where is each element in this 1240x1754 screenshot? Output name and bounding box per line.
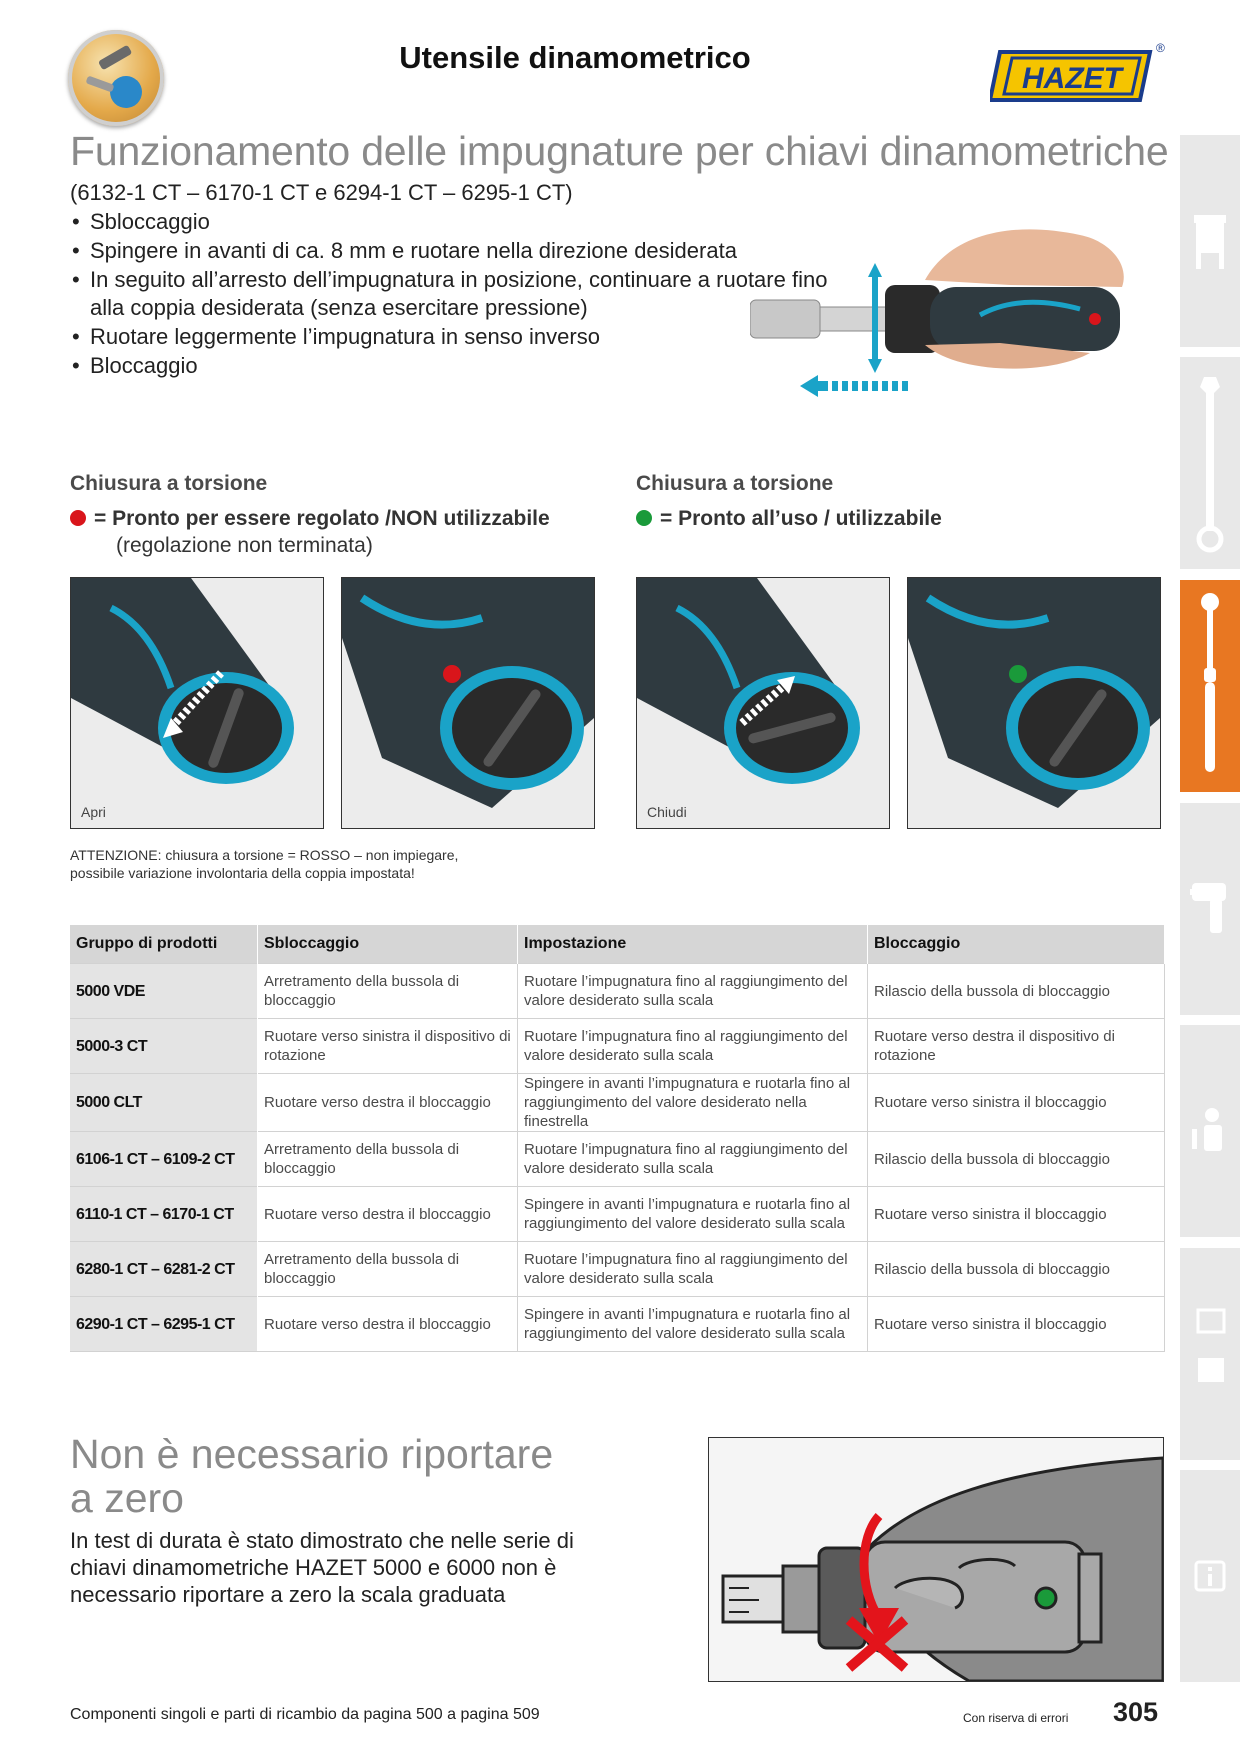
lock-cell: Ruotare verso destra il dispositivo di rotazione	[868, 1019, 1165, 1074]
side-tab-power-tools[interactable]	[1180, 803, 1240, 1015]
photo-caption-close: Chiudi	[647, 804, 687, 820]
no-zero-illustration	[708, 1437, 1164, 1682]
side-tab-wrenches[interactable]	[1180, 357, 1240, 569]
table-row	[70, 1187, 1165, 1242]
lock-cell: Rilascio della bussola di bloccaggio	[868, 1132, 1165, 1187]
drill-icon	[1190, 803, 1230, 1015]
unlock-cell: Ruotare verso sinistra il dispositivo di rotazione	[258, 1019, 518, 1074]
footer-spare-parts-note: Componenti singoli e parti di ricambio da pagina 500 a pagina 509	[70, 1706, 540, 1723]
side-tab-workbench[interactable]	[1180, 135, 1240, 347]
info-icon	[1190, 1470, 1230, 1682]
product-group-cell: 5000 VDE	[70, 964, 258, 1019]
unlock-cell: Ruotare verso destra il bloccaggio	[258, 1297, 518, 1352]
photo-caption-open: Apri	[81, 804, 106, 820]
setting-cell: Ruotare l’impugnatura fino al raggiungimento del valore desiderato sulla scala	[518, 1132, 868, 1187]
setting-cell: Spingere in avanti l’impugnatura e ruotarla fino al raggiungimento del valore desiderato sulla scala	[518, 1187, 868, 1242]
lock-title-right: Chiusura a torsione	[636, 472, 834, 495]
lock-state-green: = Pronto all’uso / utilizzabile	[636, 507, 942, 531]
green-status-dot	[636, 510, 652, 526]
lock-cell: Ruotare verso sinistra il bloccaggio	[868, 1297, 1165, 1352]
torque-wrench-grip-photo	[750, 225, 1170, 400]
instruction-list	[70, 208, 830, 381]
lock-title-left: Chiusura a torsione	[70, 472, 268, 495]
unlock-cell: Ruotare verso destra il bloccaggio	[258, 1074, 518, 1132]
instruction-item: • Bloccaggio	[70, 352, 830, 380]
product-group-cell: 5000 CLT	[70, 1074, 258, 1132]
table-row	[70, 964, 1165, 1019]
truck-lift-icon	[1190, 1248, 1230, 1460]
red-status-dot	[70, 510, 86, 526]
wrench-icon	[1190, 357, 1230, 569]
side-tab-workshop[interactable]	[1180, 1025, 1240, 1237]
table-header: Sbloccaggio	[258, 925, 518, 964]
setting-cell: Ruotare l’impugnatura fino al raggiungimento del valore desiderato sulla scala	[518, 1242, 868, 1297]
instruction-item: • In seguito all’arresto dell’impugnatura in posizione, continuare a ruotare fino alla coppia desiderata (senza esercitare pressione)	[70, 266, 830, 322]
lock-state-red: = Pronto per essere regolato /NON utilizzabile	[70, 507, 550, 531]
table-row	[70, 1242, 1165, 1297]
section-title-operation: Funzionamento delle impugnature per chiavi dinamometriche	[70, 128, 1169, 174]
grip-photo-red-indicator	[341, 577, 595, 829]
footer-disclaimer: Con riserva di errori	[963, 1711, 1069, 1725]
table-header: Impostazione	[518, 925, 868, 964]
lock-cell: Rilascio della bussola di bloccaggio	[868, 1242, 1165, 1297]
instruction-item: • Ruotare leggermente l’impugnatura in senso inverso	[70, 323, 830, 351]
grip-photo-close	[636, 577, 890, 829]
table-header: Gruppo di prodotti	[70, 925, 258, 964]
table-row	[70, 1074, 1165, 1132]
torque-wrench-icon	[1190, 580, 1230, 792]
registered-mark: ®	[1156, 41, 1165, 55]
instruction-item: • Sbloccaggio	[70, 208, 830, 236]
page-number: 305	[1113, 1697, 1159, 1727]
logo-text: HAZET	[1022, 62, 1122, 95]
side-tab-vehicle[interactable]	[1180, 1248, 1240, 1460]
warning-note: ATTENZIONE: chiusura a torsione = ROSSO – non impiegare, possibile variazione involontaria della coppia impostata!	[70, 847, 459, 881]
lock-state-red-note: (regolazione non terminata)	[116, 534, 373, 557]
unlock-cell: Arretramento della bussola di bloccaggio	[258, 1242, 518, 1297]
lock-cell: Ruotare verso sinistra il bloccaggio	[868, 1187, 1165, 1242]
lock-cell: Ruotare verso sinistra il bloccaggio	[868, 1074, 1165, 1132]
instruction-item: • Spingere in avanti di ca. 8 mm e ruotare nella direzione desiderata	[70, 237, 830, 265]
product-group-cell: 6106-1 CT – 6109-2 CT	[70, 1132, 258, 1187]
setting-cell: Spingere in avanti l’impugnatura e ruotarla fino al raggiungimento del valore desiderato nella finestrella	[518, 1074, 868, 1132]
setting-cell: Ruotare l’impugnatura fino al raggiungimento del valore desiderato sulla scala	[518, 964, 868, 1019]
grip-photo-open	[70, 577, 324, 829]
no-zero-text: In test di durata è stato dimostrato che nelle serie di chiavi dinamometriche HAZET 5000 e 6000 non è necessario riportare a zero la scala graduata	[70, 1528, 574, 1607]
lock-cell: Rilascio della bussola di bloccaggio	[868, 964, 1165, 1019]
unlock-cell: Arretramento della bussola di bloccaggio	[258, 964, 518, 1019]
workbench-icon	[1190, 135, 1230, 347]
unlock-cell: Arretramento della bussola di bloccaggio	[258, 1132, 518, 1187]
setting-cell: Ruotare l’impugnatura fino al raggiungimento del valore desiderato sulla scala	[518, 1019, 868, 1074]
section-title-no-zero: Non è necessario riportare a zero	[70, 1431, 554, 1521]
product-group-cell: 6110-1 CT – 6170-1 CT	[70, 1187, 258, 1242]
model-range: (6132-1 CT – 6170-1 CT e 6294-1 CT – 6295-1 CT)	[70, 180, 573, 205]
mechanic-icon	[1190, 1025, 1230, 1237]
table-header-row	[70, 925, 1165, 964]
product-group-cell: 6280-1 CT – 6281-2 CT	[70, 1242, 258, 1297]
table-row	[70, 1132, 1165, 1187]
table-row	[70, 1019, 1165, 1074]
table-row	[70, 1297, 1165, 1352]
setting-cell: Spingere in avanti l’impugnatura e ruotarla fino al raggiungimento del valore desiderato sulla scala	[518, 1297, 868, 1352]
hazet-logo	[990, 40, 1165, 110]
side-tab-info[interactable]	[1180, 1470, 1240, 1682]
grip-photo-green-indicator	[907, 577, 1161, 829]
table-header: Bloccaggio	[868, 925, 1165, 964]
product-group-cell: 6290-1 CT – 6295-1 CT	[70, 1297, 258, 1352]
unlock-cell: Ruotare verso destra il bloccaggio	[258, 1187, 518, 1242]
side-tab-torque-wrenches[interactable]	[1180, 580, 1240, 792]
product-group-cell: 5000-3 CT	[70, 1019, 258, 1074]
page-header-title: Utensile dinamometrico	[399, 40, 751, 75]
product-group-table	[70, 925, 1165, 1352]
